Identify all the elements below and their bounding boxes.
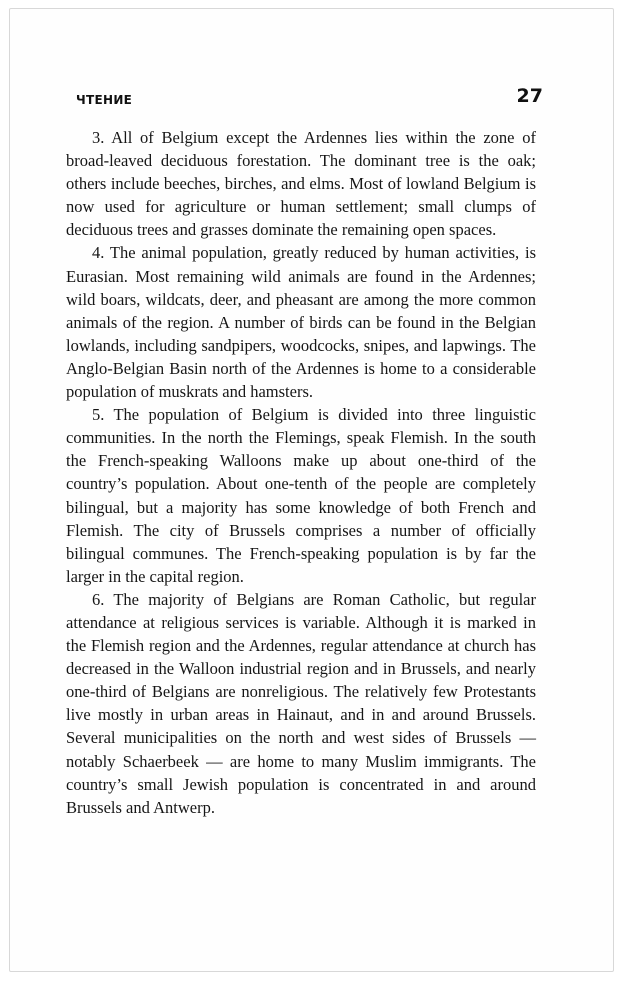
paragraph-4: 4. The animal population, greatly reduced by human activities, is Eurasian. Most remaining wild animals are found in the Ardennes; wild boars, wildcats, deer, and pheasant are among the more common animals of the region. A number of birds can be found in the Belgian lowlands, including sandpipers, woodcocks, snipes, and lapwings. The Anglo-Belgian Basin north of the Ardennes is home to a considerable population of muskrats and hamsters. [66,243,536,402]
paragraph-6: 6. The majority of Belgians are Roman Catholic, but regular attendance at religious services is variable. Although it is marked in the Flemish region and the Ardennes, regular attendance at church has decreased in the Walloon industrial region and in Brussels, and nearly one-third of Belgians are nonreligious. The relatively few Protestants live mostly in urban areas in Hainaut, and in and around Brussels. Several municipalities on the north and west sides of Brussels — notably Schaerbeek — are home to many Muslim immigrants. The country’s small Jewish population is concentrated in and around Brussels and Antwerp. [66,589,536,817]
paragraph-5: 5. The population of Belgium is divided into three linguistic communities. In the north the Flemings, speak Flemish. In the south the French-speaking Walloons make up about one-third of the country’s population. About one-tenth of the people are completely bilingual, but a majority has some knowledge of both French and Flemish. The city of Brussels comprises a number of officially bilingual communes. The French-speaking population is by far the larger in the capital region. [66,405,536,586]
body-text [66,126,536,819]
page-header [76,85,543,119]
paragraph-3: 3. All of Belgium except the Ardennes lies within the zone of broad-leaved deciduous forestation. The dominant tree is the oak; others include beeches, birches, and elms. Most of lowland Belgium is now used for agriculture or human settlement; small clumps of deciduous trees and grasses dominate the remaining open spaces. [66,128,536,240]
running-head: ЧТЕНИЕ [76,93,133,107]
page-number: 27 [516,85,543,107]
